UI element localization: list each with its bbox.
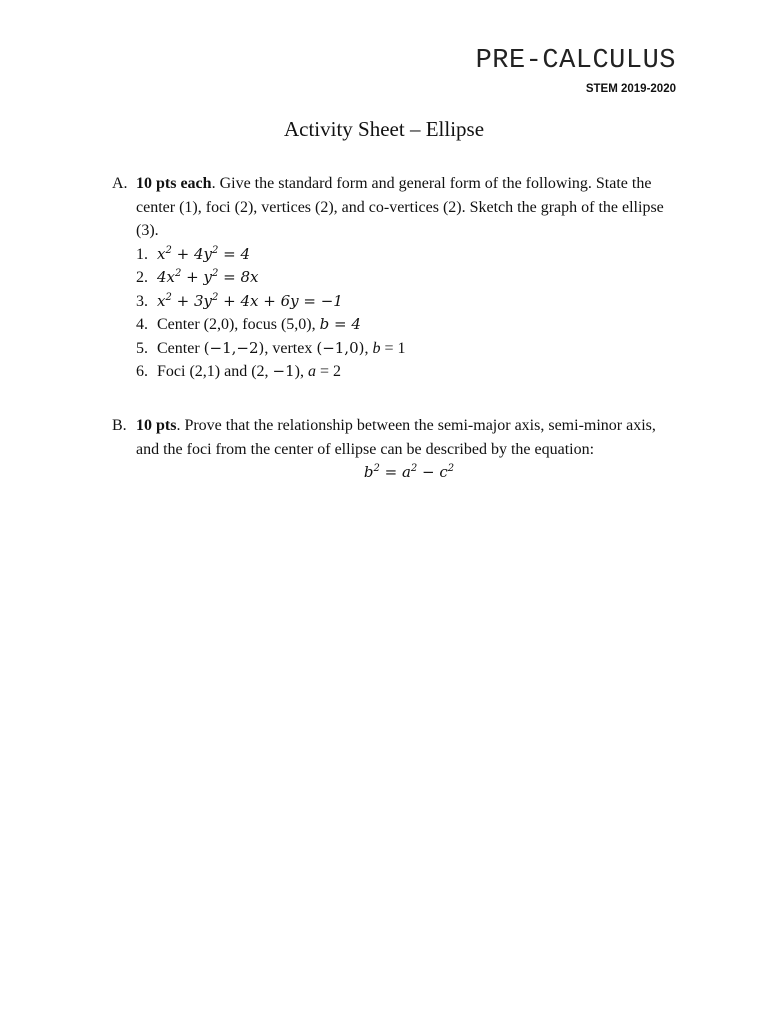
problem-number: 1. <box>136 245 148 263</box>
ellipse-relation-equation: $b^2 = a^2 - c^2$ <box>363 463 455 481</box>
section-b <box>112 414 682 485</box>
problem-item-1 <box>112 243 682 267</box>
ellipse-problem-list <box>112 243 682 384</box>
equation-1: $x^2 + 4y^2 = 4$ <box>157 244 251 263</box>
problem-number: 6. <box>136 363 148 380</box>
section-b-instructions: . Prove that the relationship between the semi-major axis, semi-minor axis, and the foci from the center of ellipse can be described by the equation: <box>136 417 656 458</box>
math-vertex-point: (−1,0) <box>316 338 365 357</box>
math-b-equals-1: b <box>372 339 381 357</box>
equation-3: $x^2 + 3y^2 + 4x + 6y = -1$ <box>157 291 343 310</box>
problem-text: Foci (2,1) and (2, <box>157 363 273 380</box>
equation-2: $4x^2 + y^2 = 8x$ <box>157 268 259 286</box>
section-b-points: 10 pts <box>136 417 177 434</box>
problem-number: 3. <box>136 292 148 310</box>
problem-text: Center (2,0), focus (5,0), <box>157 316 320 333</box>
school-year: STEM 2019-2020 <box>585 83 676 95</box>
problem-number: 2. <box>136 269 148 286</box>
section-b-body <box>136 414 682 461</box>
section-a-letter: A. <box>112 175 128 192</box>
section-a <box>112 172 682 384</box>
math-center-point: (−1,−2) <box>203 338 265 357</box>
math-neg-one: −1 <box>272 362 295 380</box>
problem-item-5: 5. Center (−1,−2), vertex (−1,0), b = 1 <box>112 337 682 361</box>
problem-number: 4. <box>136 316 148 333</box>
problem-item-2 <box>112 266 682 290</box>
page-title: Activity Sheet – Ellipse <box>283 117 485 141</box>
problem-text: , <box>364 339 373 357</box>
problem-text: , vertex <box>264 339 317 357</box>
section-a-points: 10 pts each <box>136 175 212 192</box>
math-b-equals-4: b = 4 <box>319 315 361 333</box>
problem-number: 5. <box>136 339 148 357</box>
problem-item-4 <box>112 313 682 337</box>
section-a-body <box>136 172 682 243</box>
problem-item-3 <box>112 290 682 314</box>
problem-text: Center <box>157 339 204 357</box>
problem-text: ), <box>294 363 308 380</box>
section-b-letter: B. <box>112 417 127 434</box>
problem-item-6: 6. Foci (2,1) and (2, −1), a = 2 <box>112 360 682 384</box>
math-a-equals-2: a <box>307 363 316 380</box>
section-a-instructions: . Give the standard form and general form of the following. State the center (1), foci (2), vertices (2), and co-vertices (2). Sketch the graph of the ellipse (3). <box>136 175 664 239</box>
subject-heading: PRE-CALCULUS <box>475 46 676 76</box>
